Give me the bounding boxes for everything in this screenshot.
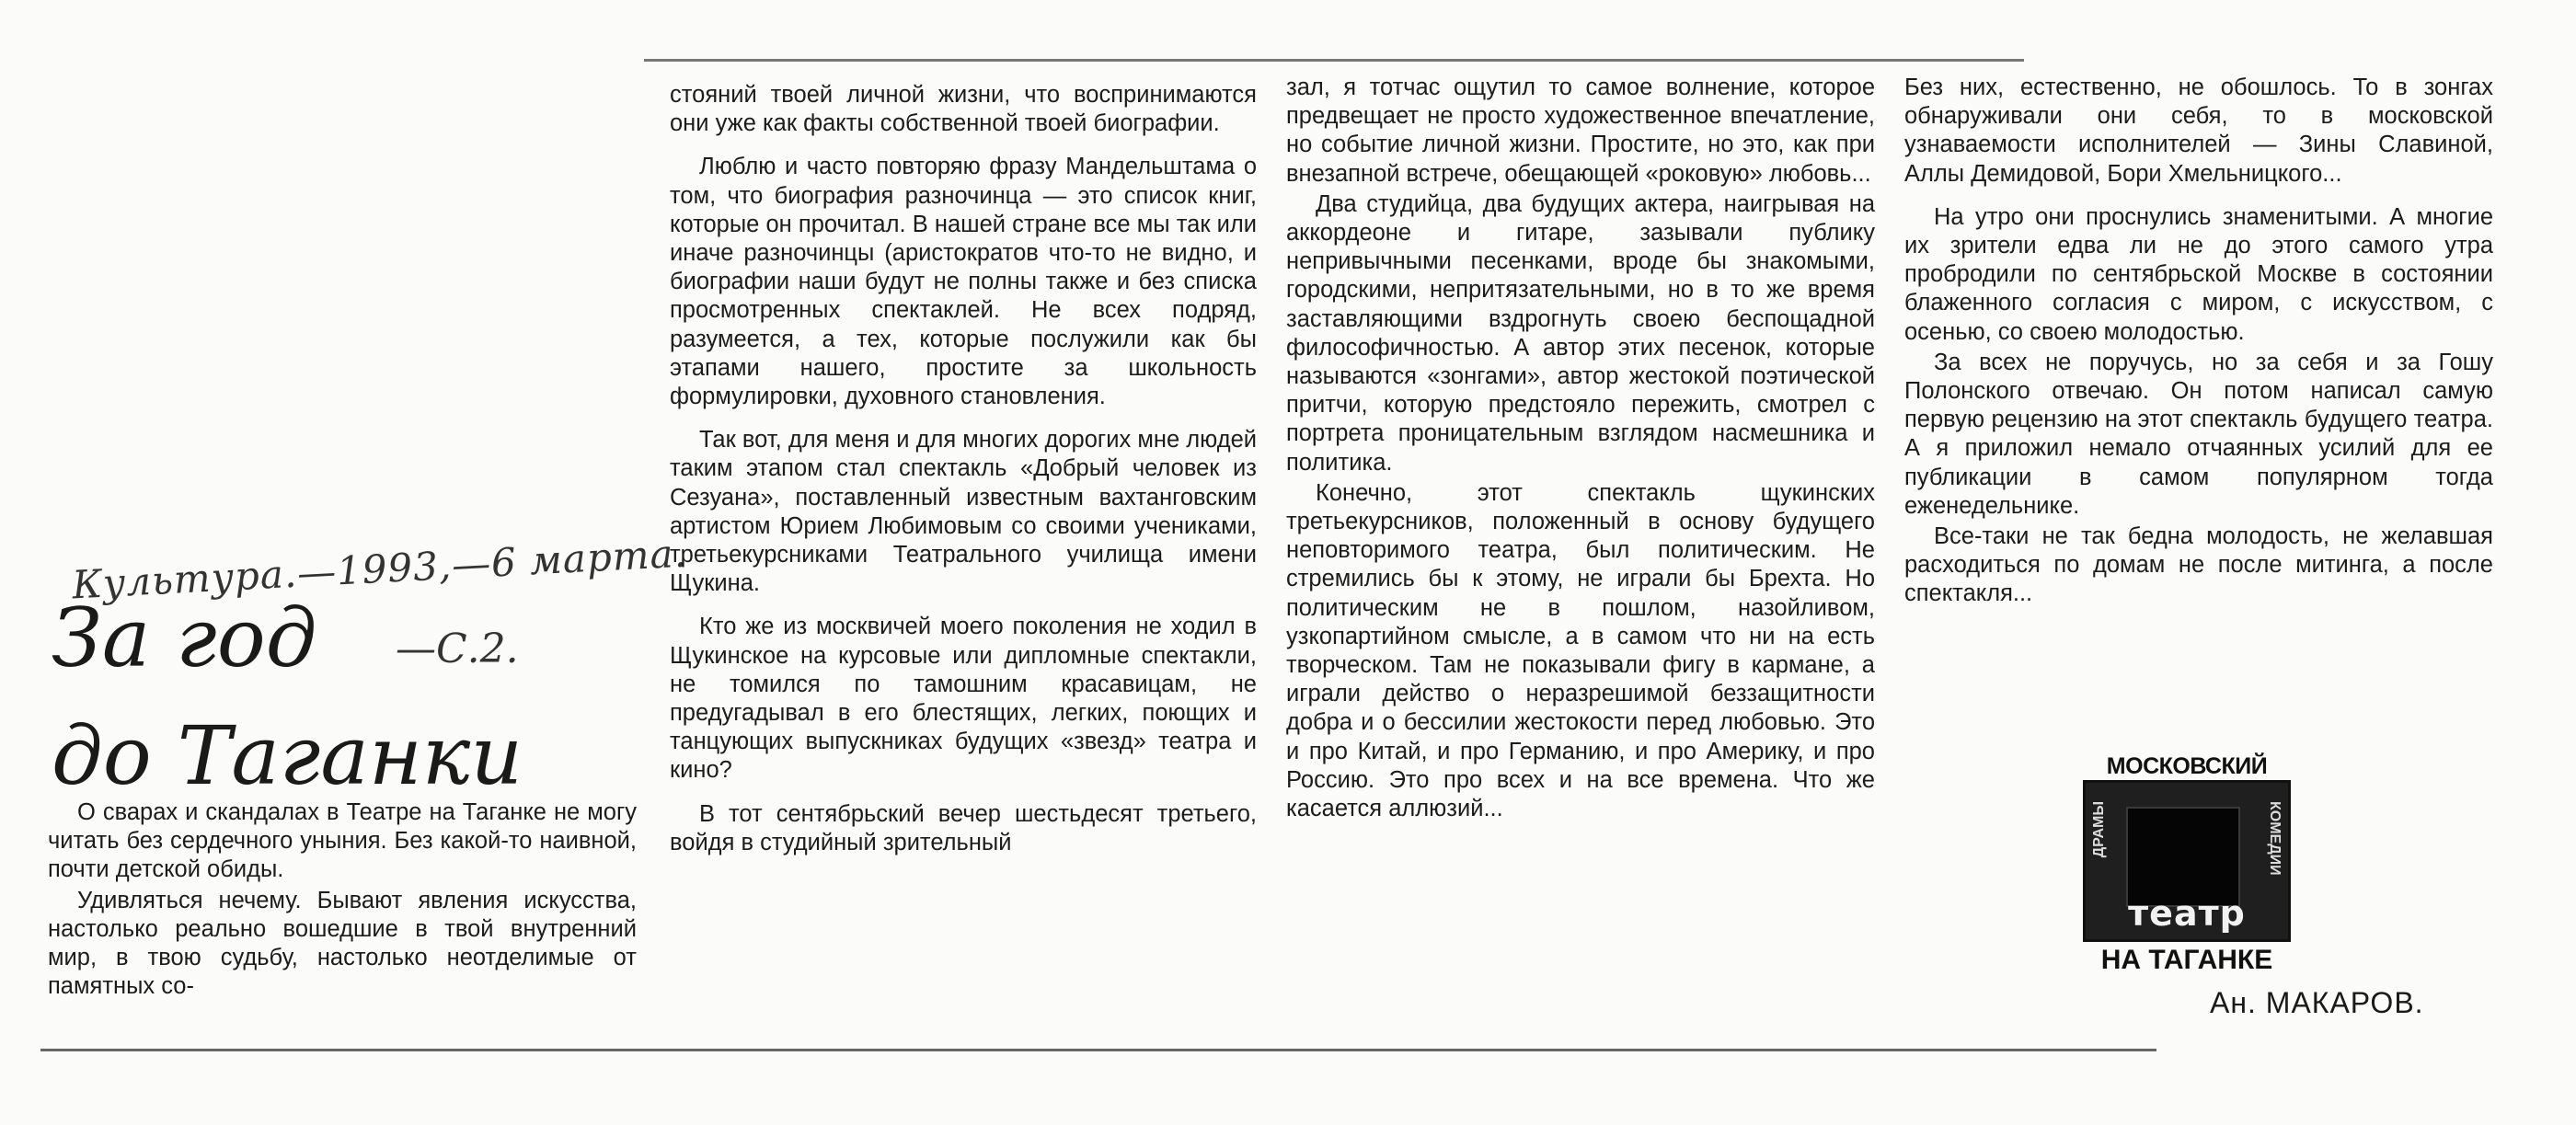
paragraph: За всех не поручусь, но за себя и за Гошу Полонского отвечаю. Он потом написал самую первую рецензию на этот спектакль будущего театра. А я приложил немало отчаянных усилий для ее публикации в самом популярном тогда еженедельнике.: [1904, 349, 2493, 519]
top-rule: [644, 59, 2024, 62]
paragraph: Так вот, для меня и для многих дорогих мне людей таким этапом стал спектакль «Добрый человек из Сезуана», поставленный известным вахтанговским артистом Юрием Любимовым со своими учениками, третьекурсниками Театрального училища имени Щукина.: [670, 427, 1257, 597]
paragraph: На утро они проснулись знаменитыми. А многие их зрители едва ли не до этого самого утра пробродили по сентябрьской Москве в состоянии блаженного согласия с миром, с искусством, с осенью, со своею молодостью.: [1904, 203, 2493, 345]
article-column-3: [1286, 74, 1875, 838]
paragraph: Все-таки не так бедна молодость, не желавшая расходиться по домам не после митинга, а после спектакля...: [1904, 523, 2493, 607]
article-headline: [52, 580, 523, 815]
logo-side-left-text: ДРАМЫ: [2091, 801, 2107, 858]
article-column-1: [48, 798, 637, 1016]
handwritten-source-note: Культура.—1993,—6 марта.: [71, 530, 689, 608]
theatre-logo: [2081, 754, 2293, 977]
logo-center-text: театр: [2128, 893, 2246, 934]
article-column-2: [670, 81, 1257, 872]
article-column-4: [1904, 74, 2493, 624]
logo-top-text: МОСКОВСКИЙ: [2106, 753, 2268, 779]
paragraph: стояний твоей личной жизни, что воспринимаются они уже как факты собственной твоей биографии.: [670, 82, 1257, 137]
paragraph: Удивляться нечему. Бывают явления искусства, настолько реально вошедшие в твой внутренний мир, в твою судьбу, настолько неотделимые от памятных со-: [48, 887, 637, 1000]
logo-black-square: [2126, 807, 2240, 907]
paragraph: Люблю и часто повторяю фразу Мандельштама о том, что биография разночинца — это список книг, которые он прочитал. В нашей стране все мы так или иначе разночинцы (аристократов что-то не видно, и биографии наши будут не полны также и без списка просмотренных спектаклей. Не всех подряд, разумеется, а тех, которые послужили как бы этапами нашего, простите за школьность формулировки, духовного становления.: [670, 154, 1257, 410]
paragraph: Два студийца, два будущих актера, наигрывая на аккордеоне и гитаре, зазывали публику непривычными песенками, вроде бы знакомыми, городскими, непритязательными, но в то же время заставляющими вздрогнуть своею беспощадной философичностью. А автор этих песенок, которые называются «зонгами», автор жестокой поэтической притчи, которую предстояло пережить, смотрел с портрета проницательным взглядом насмешника и политика.: [1286, 190, 1875, 476]
paragraph: О сварах и скандалах в Театре на Таганке не могу читать без сердечного уныния. Без какой-то наивной, почти детской обиды.: [48, 799, 637, 883]
paragraph: Конечно, этот спектакль щукинских третьекурсников, положенный в основу будущего неповторимого театра, был политическим. Не стремились бы к этому, не играли бы Брехта. Но политическим не в пошлом, назойливом, узкопартийном смысле, а в самом что ни на есть творческом. Там не показывали фигу в кармане, а играли действо о неразрешимой беззащитности добра и о бессилии жестокости перед любовью. Это и про Китай, и про Германию, и про Америку, и про Россию. Это про всех и на все времена. Что же касается аллюзий...: [1286, 479, 1875, 822]
headline-line-1: За год: [52, 591, 317, 685]
logo-emblem: [2083, 780, 2291, 942]
logo-bottom-text: НА ТАГАНКЕ: [2100, 945, 2273, 975]
bottom-rule: [40, 1049, 2156, 1051]
headline-line-2: до Таганки: [52, 708, 523, 803]
paragraph: Без них, естественно, не обошлось. То в зонгах обнаруживали они себя, то в московской узнаваемости исполнителей — Зины Славиной, Аллы Демидовой, Бори Хмельницкого...: [1904, 75, 2493, 187]
handwritten-page-note: —С.2.: [396, 626, 519, 672]
paragraph: Кто же из москвичей моего поколения не ходил в Щукинское на курсовые или дипломные спектакли, не томился по тамошним красавицам, не предугадывал в его блестящих, легких, поющих и танцующих выпускниках будущих «звезд» театра и кино?: [670, 614, 1257, 784]
paragraph: зал, я тотчас ощутил то самое волнение, которое предвещает не просто художественное впечатление, но событие личной жизни. Простите, но это, как при внезапной встрече, обещающей «роковую» любовь...: [1286, 75, 1875, 187]
logo-side-right-text: КОМЕДИИ: [2267, 801, 2283, 876]
author-signature: Ан. МАКАРОВ.: [2210, 986, 2424, 1019]
paragraph: В тот сентябрьский вечер шестьдесят третьего, войдя в студийный зрительный: [670, 800, 1257, 855]
